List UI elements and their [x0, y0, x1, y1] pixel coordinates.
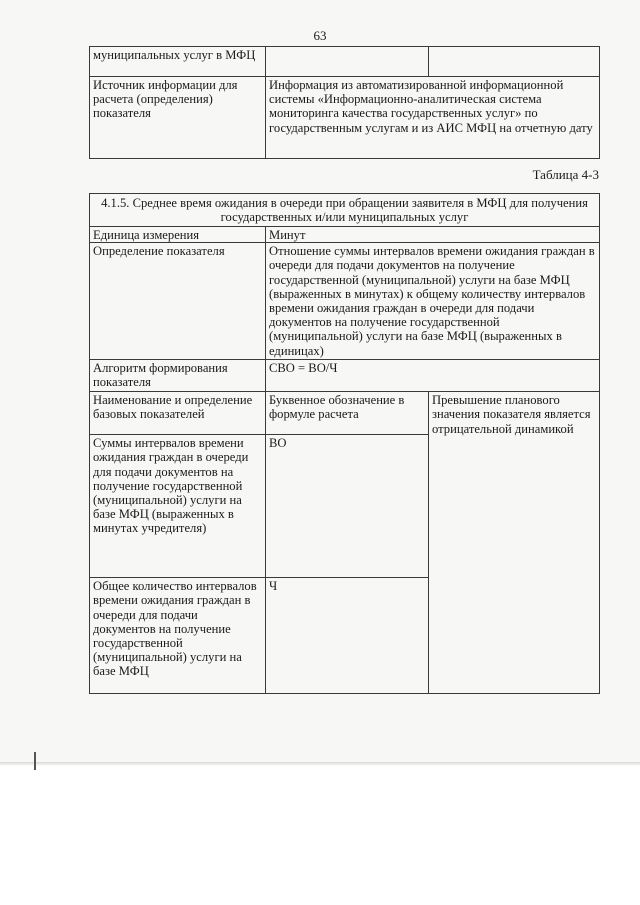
table-row: [90, 392, 600, 435]
top-table: [89, 46, 600, 159]
table-row: [90, 77, 600, 159]
algorithm-value-cell: СВО = ВО/Ч: [266, 360, 600, 392]
page-edge-shadow: [0, 762, 640, 766]
unit-value-cell: Минут: [266, 227, 600, 243]
dynamics-note-cell: Превышение планового значения показателя является отрицательной динамикой: [429, 392, 600, 694]
table-row: [90, 243, 600, 360]
table-cell: [429, 47, 600, 77]
base-indicator-name-cell: Общее количество интервалов времени ожидания граждан в очереди для подачи документов на получение государственной (муниципальной) услуги на базе МФЦ: [90, 578, 266, 694]
header-name-cell: Наименование и определение базовых показателей: [90, 392, 266, 435]
table-cell: муниципальных услуг в МФЦ: [90, 47, 266, 77]
source-value-cell: Информация из автоматизированной информационной системы «Информационно-аналитическая система мониторинга качества государственных услуг» по государственным услугам и из АИС МФЦ на отчетную дату: [266, 77, 600, 159]
table-caption: Таблица 4-3: [532, 167, 599, 182]
indicator-table: [89, 193, 600, 694]
table-cell: [266, 47, 429, 77]
definition-label-cell: Определение показателя: [90, 243, 266, 360]
base-indicator-symbol-cell: Ч: [266, 578, 429, 694]
definition-value-cell: Отношение суммы интервалов времени ожидания граждан в очереди для подачи документов на получение государственной (муниципальной) услуги на базе МФЦ (выраженных в минутах) к общему количеству интервалов времени ожидания граждан в очереди для подачи документов на получение государственной (муниципальной) услуги на базе МФЦ (выраженных в единицах): [266, 243, 600, 360]
page-number: 63: [313, 28, 327, 43]
table-row: [90, 194, 600, 227]
base-indicator-name-cell: Суммы интервалов времени ожидания граждан в очереди для подачи документов на получение государственной (муниципальной) услуги на базе МФЦ (выраженных в минутах учредителя): [90, 435, 266, 578]
header-symbol-cell: Буквенное обозначение в формуле расчета: [266, 392, 429, 435]
algorithm-label-cell: Алгоритм формирования показателя: [90, 360, 266, 392]
unit-label-cell: Единица измерения: [90, 227, 266, 243]
indicator-title: 4.1.5. Среднее время ожидания в очереди при обращении заявителя в МФЦ для получения государственных и/или муниципальных услуг: [90, 194, 600, 227]
table-row: [90, 227, 600, 243]
source-label-cell: Источник информации для расчета (определения) показателя: [90, 77, 266, 159]
table-row: [90, 47, 600, 77]
scan-mark: [34, 752, 36, 770]
table-row: [90, 360, 600, 392]
base-indicator-symbol-cell: ВО: [266, 435, 429, 578]
